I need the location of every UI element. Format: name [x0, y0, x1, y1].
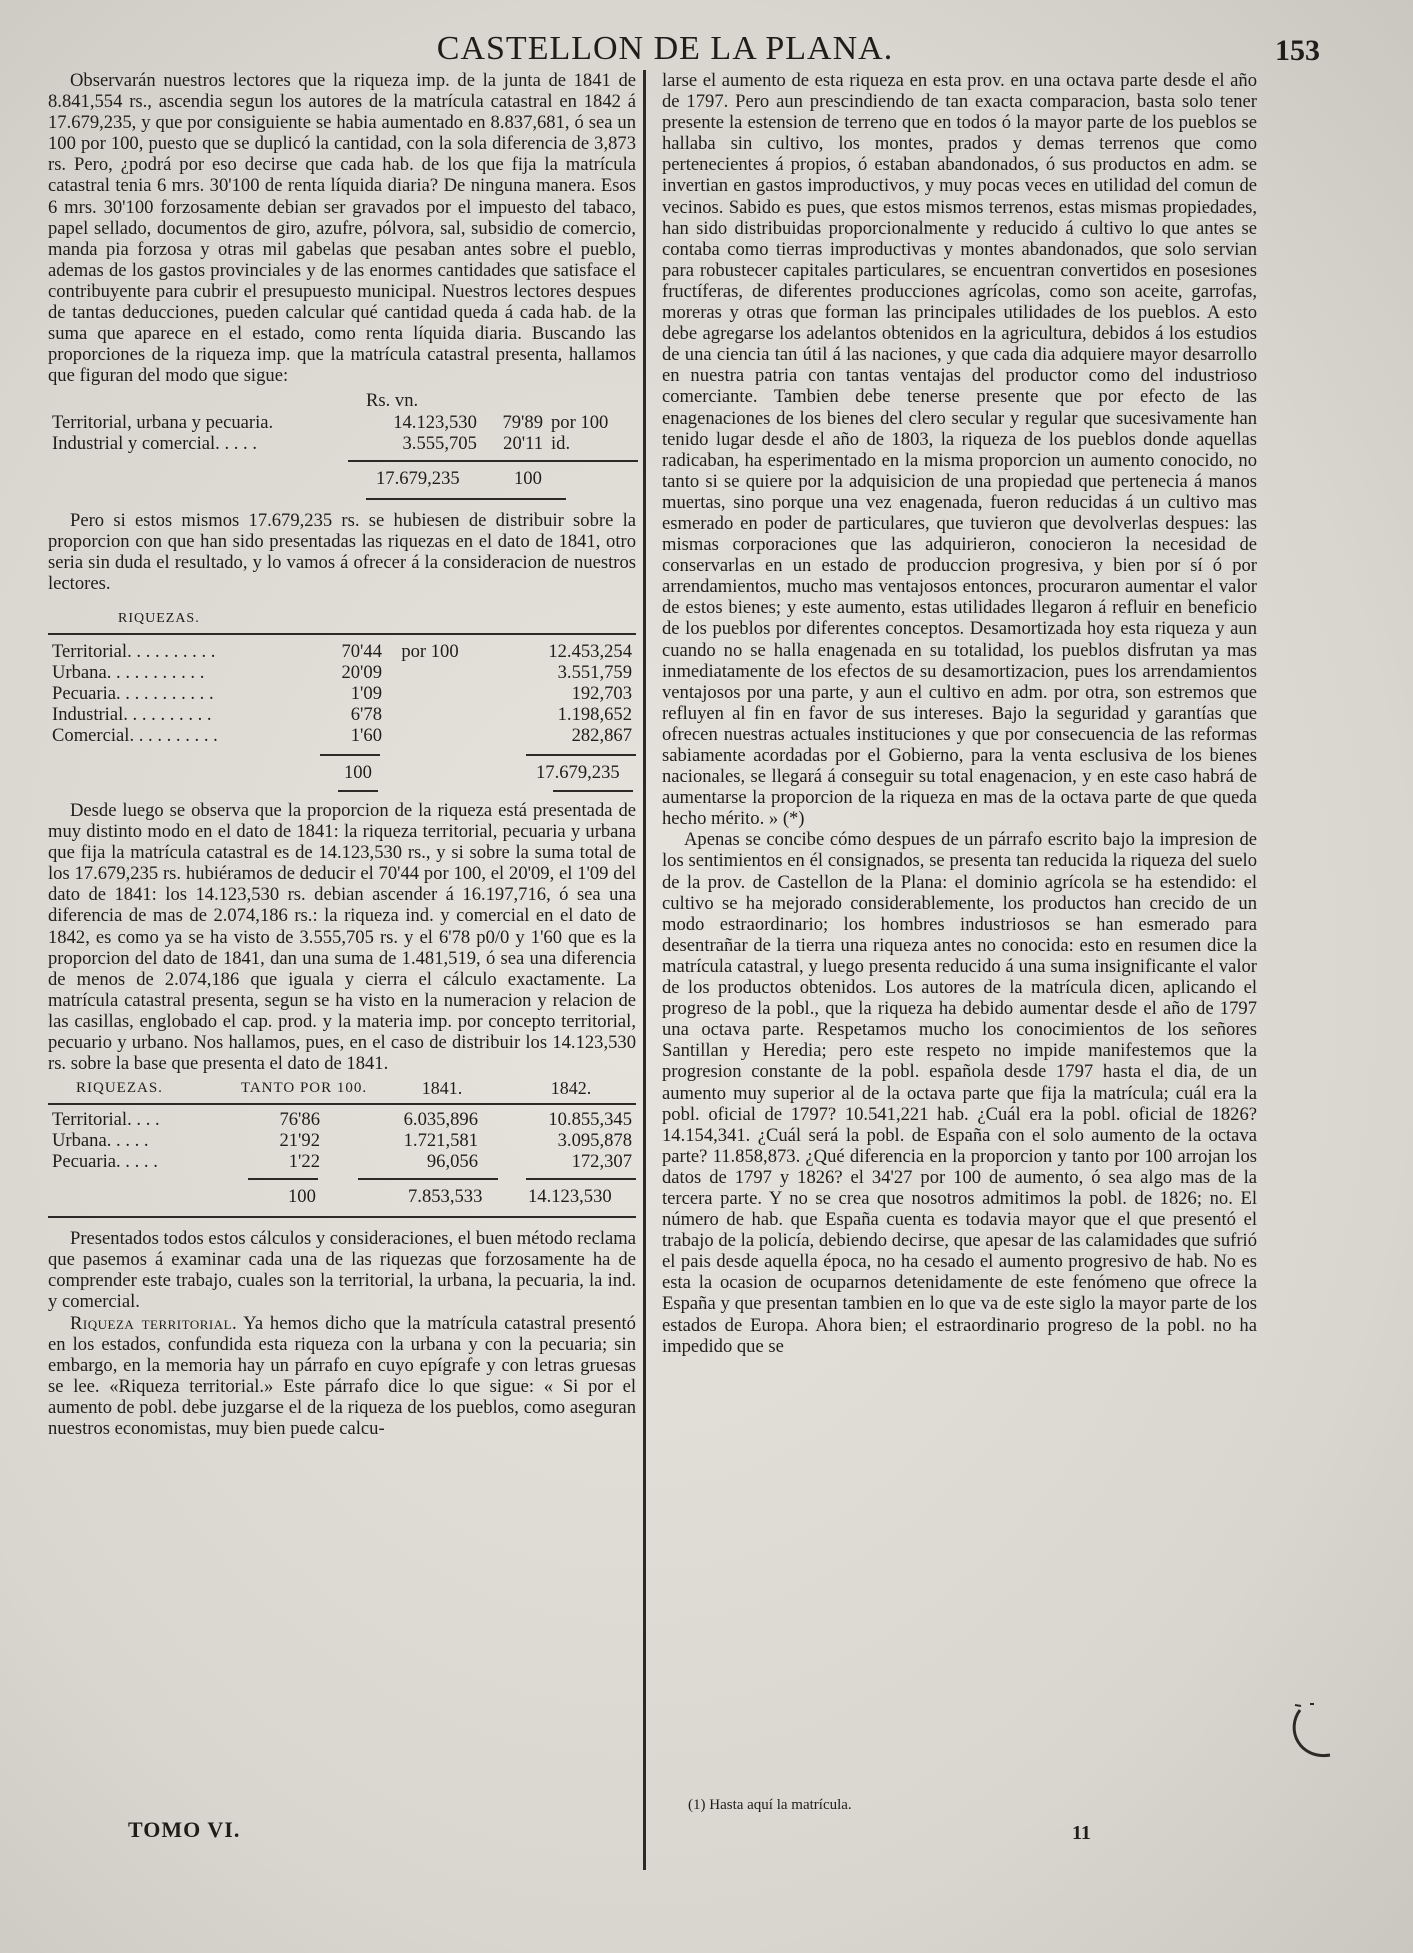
header-1842: 1842. [550, 1078, 592, 1099]
row-pct: 76'86 [279, 1109, 320, 1131]
table-row [48, 433, 636, 454]
table-row [48, 1151, 636, 1172]
row-label: Industrial. . . . . . . . . . [52, 703, 212, 725]
table-row [48, 662, 636, 683]
row-label: Territorial. . . . . . . . . . [52, 640, 216, 662]
row-label: Urbana. . . . . . . . . . . [52, 661, 205, 683]
row-value: 3.555,705 [402, 432, 477, 454]
header-1841: 1841. [421, 1078, 463, 1099]
row-label: Territorial. . . . [52, 1109, 160, 1131]
left-column [48, 70, 636, 1439]
rule [553, 790, 633, 792]
table-row [48, 704, 636, 725]
table-row [48, 1130, 636, 1151]
rule-row [48, 1172, 636, 1184]
row-label: Territorial, urbana y pecuaria. [52, 411, 274, 433]
paragraph: Desde luego se observa que la proporcion de la riqueza está presentada de muy distinto modo en el dato de 1841: la riqueza territorial, pecuaria y urbana que fija la matrícula catastral es de 14.123,530 rs., y si sobre la suma total de los 17.679,235 rs. hubiéramos de deducir el 70'44 por 100, el 20'09, el 1'09 del dato de 1841: los 14.123,530 rs. debian ascender á 16.197,716, ó sea una diferencia de mas de 2.074,186 rs.: la riqueza ind. y comercial en el dato de 1842, es como ya se ha visto de 3.555,705 rs. y el 6'78 p0/0 y 1'60 que es la proporcion del dato de 1841, dan una suma de 1.481,519, ó sea una diferencia de menos de 2.074,186 que iguala y cierra el cálculo exactamente. La matrícula catastral presenta, segun se ha visto en la numeracion y relacion de las casillas, englobado el cap. prod. y la materia imp. por concepto territorial, pecuario y urbano. Nos hallamos, pues, en el caso de distribuir los 14.123,530 rs. sobre la base que presenta el dato de 1841. [48, 799, 636, 1075]
row-label: Comercial. . . . . . . . . . [52, 724, 218, 746]
row-value: 3.551,759 [557, 661, 632, 683]
footnote: (1) Hasta aquí la matrícula. [688, 1797, 852, 1813]
total-value: 17.679,235 [536, 761, 620, 783]
rule [48, 1216, 636, 1218]
row-label: Pecuaria. . . . . [52, 1151, 158, 1173]
row-value: 282,867 [571, 724, 632, 746]
row-pct: 1'22 [288, 1151, 320, 1173]
table-summary [48, 390, 636, 499]
comparison-table [48, 1078, 636, 1099]
total-row [48, 1184, 636, 1208]
row-label: Pecuaria. . . . . . . . . . . [52, 682, 214, 704]
rule [348, 460, 638, 462]
row-value: 1.198,652 [557, 703, 632, 725]
right-column [662, 70, 1257, 1357]
row-mid [386, 683, 474, 704]
row-1841: 6.035,896 [403, 1109, 478, 1131]
row-tail: por 100 [551, 411, 609, 433]
table-row [48, 725, 636, 746]
row-pct: 1'60 [350, 724, 382, 746]
total-row [48, 760, 636, 784]
rule [320, 754, 380, 756]
row-value: 192,703 [571, 682, 632, 704]
row-pct: 20'11 [503, 432, 543, 454]
rule [48, 1103, 636, 1105]
table-unit: Rs. vn. [366, 390, 419, 412]
comparison-table-body [48, 1109, 636, 1172]
paragraph: Observarán nuestros lectores que la riqueza imp. de la junta de 1841 de 8.841,554 rs., ascendia segun los autores de la matrícula catastral en 1842 á 17.679,235, y que por consiguiente se habia aumentado en 8.837,681, ó sea un 100 por 100, puesto que se duplicó la cantidad, con la sola diferencia de 3,873 rs. Pero, ¿podrá por eso decirse que cada hab. de los que fija la matrícula catastral tenia 6 mrs. 30'100 de renta líquida diaria? De ninguna manera. Esos 6 mrs. 30'100 forzosamente debian ser gravados por el impuesto del tabaco, papel sellado, documentos de giro, azufre, pólvora, sal, subsidio de comercio, manda pia forzosa y otras mil gabelas que pesaban antes sobre el pueblo, ademas de los gastos provinciales y de las enormes cantidades que satisface el contribuyente para cubrir el presupuesto municipal. Nuestros lectores despues de tantas deducciones, pueden calcular qué cantidad queda á cada hab. de la suma que aparece en el estado, como renta líquida diaria. Buscando las proporciones de la riqueza imp. que la matrícula catastral presenta, hallamos que figuran del modo que sigue: [48, 70, 636, 387]
row-pct: 6'78 [350, 703, 382, 725]
signature-mark: 11 [1072, 1822, 1091, 1844]
rule [358, 1178, 498, 1180]
row-label: Industrial y comercial. . . . . [52, 432, 257, 454]
rule [526, 1178, 636, 1180]
row-mid [386, 662, 474, 683]
summary-table [48, 412, 636, 454]
paragraph: Apenas se concibe cómo despues de un párrafo escrito bajo la impresion de los sentimientos en él consignados, se presenta tan reducida la riqueza del suelo de la prov. de Castellon de la Plana: el dominio agrícola se ha estendido: el cultivo se ha mejorado considerablemente, los productos han crecido de un modo estraordinario; los hombres industriosos se han esmerado para desentrañar de la tierra una riqueza antes no conocida: esto en resumen dice la matrícula catastral, y luego presenta reducido á una suma insignificante el valor de los productos obtenidos. Los autores de la matrícula dicen, aplicando el progreso de la pobl., que la riqueza ha debido aumentar desde el año de 1797 una octava parte. Respetamos mucho los conocimientos de los señores Santillan y Heredia; pero este respeto no impide manifestemos que la progresion constante de la pobl. española desde 1797 hasta el dia, de un aumento muy superior al de la octava parte que fija la matrícula; cuál era la pobl. oficial de 1797? 10.541,221 hab. ¿Cuál era la pobl. oficial de 1826? 14.154,341. ¿Cuál será la pobl. de España con el solo aumento de la octava parte? 11.858,873. ¿Qué diferencia en la proporcion y tanto por 100 arrojan los datos de 1797 y 1826? el 34'27 por 100 de aumento, ó sea algo mas de la tercera parte. Y no se crea que nosotros admitimos la pobl. de 1826; no. El número de hab. que España cuenta es todavia mayor que el que presentó el trabajo de la policía, debiendo decirse, que apesar de las calamidades que sufrió el pais desde aquella época, no ha cesado el aumento progresivo de hab. No es esta la ocasion de ocuparnos detenidamente de este fenómeno que ofrece la España y que presentan tambien en lo que va de este siglo la mayor parte de los estados de Europa. Ahora bien; el estraordinario progreso de la pobl. no ha impedido que se [662, 829, 1257, 1357]
row-mid: por 100 [401, 640, 459, 662]
row-value: 12.453,254 [548, 640, 632, 662]
total-1842: 14.123,530 [528, 1186, 612, 1208]
rule [48, 633, 636, 635]
table-row [48, 412, 636, 433]
total-row [48, 468, 636, 490]
paragraph [48, 1313, 636, 1440]
row-1842: 10.855,345 [548, 1109, 632, 1131]
row-1841: 96,056 [426, 1151, 478, 1173]
pencil-mark-icon [1290, 1700, 1350, 1770]
rule [338, 790, 378, 792]
rule [248, 1178, 318, 1180]
row-pct: 20'09 [341, 661, 382, 683]
volume-label: TOMO VI. [128, 1817, 241, 1842]
header-riquezas: RIQUEZAS. [76, 1080, 163, 1097]
section-text: Ya hemos dicho que la matrícula catastral presentó en los estados, confundida esta riqueza con la urbana y con la pecuaria; sin embargo, en la memoria hay un párrafo en cuyo epígrafe y con letras gruesas se lee. «Riqueza territorial.» Este párrafo dice lo que sigue: « Si por el aumento de pobl. debe juzgarse el de la riqueza de los pueblos, como aseguran nuestros economistas, muy bien puede calcu- [48, 1312, 636, 1440]
running-title: CASTELLON DE LA PLANA. [436, 30, 894, 67]
paragraph: larse el aumento de esta riqueza en esta prov. en una octava parte desde el año de 1797. Pero aun prescindiendo de tan exacta comparacion, basta solo tener presente la estension de terreno que en todos ó la mayor parte de los pueblos se hallaba sin cultivo, los montes, prados y demas terrenos que como pertenecientes á propios, ó estaban abandonados, ó sus productos en adm. se invertian en gastos improductivos, y muy pocas veces en utilidad del comun de vecinos. Sabido es pues, que estos mismos terrenos, estas mismas propiedades, han sido distribuidas proporcionalmente y reducido á cultivo lo que antes se contaba como tierras improductivas y montes abandonados, que solo servian para robustecer capitales particulares, se encuentran convertidos en posesiones fructíferas, de diferentes producciones agrícolas, como son aceite, garrofas, moreras y otras que forman las principales utilidades de los pueblos. A esto debe agregarse los adelantos obtenidos en la agricultura, debidos á los estudios de una ciencia tan útil á las naciones, y que cada dia adquiere mayor desarrollo en nuestra patria con tantas ventajas del productor como del industrioso comerciante. Tambien debe tenerse presente que por efecto de las enagenaciones de los bienes del clero secular y regular que sucesivamente han tenido lugar desde el año de 1803, la riqueza de los pueblos donde aquellas radicaban, ha esperimentado en la misma proporcion un aumento conocido, no tanto si se quiere por la adquisicion de una propiedad que pertenecia á manos muertas, sino porque una vez enagenada, fueron reducidas á un cultivo mas esmerado en poder de particulares, que tuvieron que devolverlas despues: las mismas corporaciones que las adquirieron, conocieron la necesidad de conservarlas en un estado de produccion progresiva, y bien por sí ó por arrendamientos, mucho mas ventajosos entonces, procuraron aumentar el valor de estos bienes; y este aumento, estas utilidades llegaron á refluir en beneficio de los pueblos por diferentes conceptos. Desamortizada hoy esta riqueza y aun cuando no se halla enagenada en su totalidad, los pueblos disfrutan ya mas inmediatamente de los efectos de su desamortizacion, pues los arrendamientos ventajosos por una parte, y aun el cultivo en adm. por otra, son estremos que refluyen al fin en favor de sus intereses. Bajo la seguridad y garantías que ofrecen nuestras actuales instituciones y que por consecuencia de las reformas sabiamente acordadas por el Gobierno, para la venta esclusiva de los bienes nacionales, se llegará á conseguir su total enagenacion, y en este caso habrá de aumentarse la proporcion de la riqueza en mas de la octava parte de que queda hecho mérito. » (*) [662, 70, 1257, 830]
page-header [40, 30, 1320, 74]
rule [526, 754, 636, 756]
riquezas-table [48, 641, 636, 746]
header-tanto: TANTO POR 100. [240, 1080, 368, 1097]
row-mid [386, 704, 474, 725]
row-mid [386, 725, 474, 746]
total-value: 17.679,235 [376, 467, 460, 489]
total-pct: 100 [288, 1186, 316, 1208]
total-pct: 100 [514, 467, 542, 489]
row-pct: 79'89 [502, 411, 543, 433]
table-row [48, 1109, 636, 1130]
table-row [48, 641, 636, 662]
rule-row [48, 746, 636, 760]
paragraph: Presentados todos estos cálculos y consideraciones, el buen método reclama que pasemos á examinar cada una de las riquezas que forzosamente ha de comprender este trabajo, cuales son la territorial, la urbana, la pecuaria, la ind. y comercial. [48, 1228, 636, 1313]
row-pct: 21'92 [279, 1130, 320, 1152]
section-heading: Riqueza territorial. [70, 1312, 238, 1334]
row-1841: 1.721,581 [403, 1130, 478, 1152]
row-value: 14.123,530 [393, 411, 477, 433]
row-1842: 172,307 [571, 1151, 632, 1173]
column-divider [643, 70, 646, 1870]
table-caption: RIQUEZAS. [118, 610, 200, 626]
row-1842: 3.095,878 [557, 1130, 632, 1152]
rule [366, 498, 566, 500]
page-number: 153 [1275, 34, 1320, 67]
paragraph: Pero si estos mismos 17.679,235 rs. se hubiesen de distribuir sobre la proporcion con que han sido presentadas las riquezas en el dato de 1841, otro seria sin duda el resultado, y lo vamos á ofrecer á la consideracion de nuestros lectores. [48, 509, 636, 594]
table-1841-1842 [48, 1078, 636, 1218]
table-header-row [48, 1078, 636, 1099]
rule-row [48, 784, 636, 796]
row-pct: 70'44 [341, 640, 382, 662]
row-pct: 1'09 [350, 682, 382, 704]
table-row [48, 683, 636, 704]
total-1841: 7.853,533 [408, 1186, 483, 1208]
row-label: Urbana. . . . . [52, 1130, 149, 1152]
total-pct: 100 [344, 761, 372, 783]
row-tail: id. [551, 432, 571, 454]
table-riquezas [48, 608, 636, 796]
